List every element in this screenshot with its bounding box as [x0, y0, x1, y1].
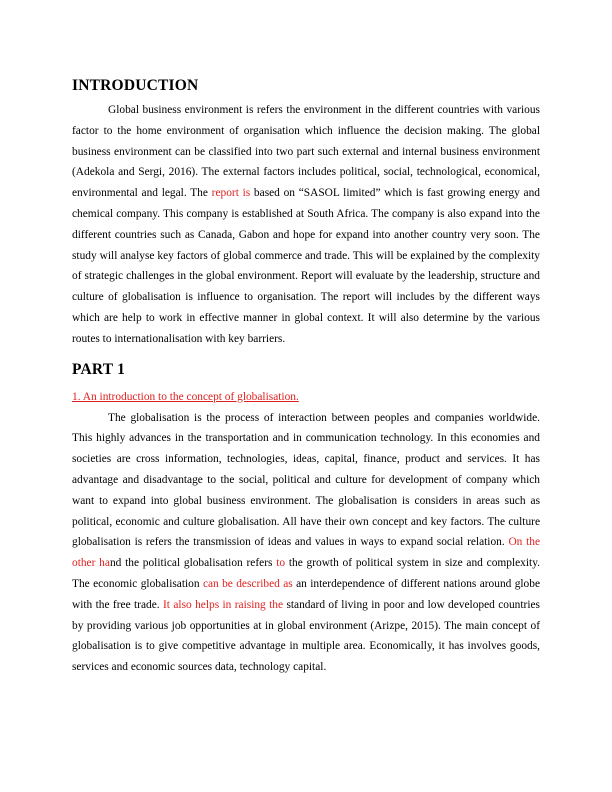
globalisation-text-4: an interdependence of different nations around globe with the free trade. [72, 577, 541, 611]
globalisation-subheading: 1. An introduction to the concept of globalisation. [72, 390, 299, 403]
highlight-on-the-other-hand: On the other ha [72, 536, 541, 570]
part1-heading: PART 1 [72, 360, 126, 378]
globalisation-text-2: nd the political globalisation refers [109, 557, 277, 570]
globalisation-text-1: The globalisation is the process of interaction between peoples and companies worldwide. This highly advances in the transportation and in communication technology. In this economies and societies are cross information, technologies, ideas, capital, finance, product and services. It has advantage and disadvantage to the social, political and culture for development of company which want to expand into global business environment. The globalisation is considers in areas such as political, economic and culture globalisation. All have their own concept and key factors. The culture globalisation is refers the transmission of ideas and values in ways to expand social relation. [72, 411, 540, 549]
document-page [72, 76, 540, 678]
introduction-heading: INTRODUCTION [72, 77, 199, 94]
introduction-paragraph [72, 100, 540, 350]
highlight-can-be-described-as: can be described as [202, 577, 293, 590]
highlight-to: to [276, 557, 286, 570]
globalisation-paragraph [72, 408, 540, 678]
globalisation-text-3: the growth of political system in size and complexity. The economic globalisation [72, 557, 540, 590]
globalisation-text-5: standard of living in poor and low developed countries by providing various job opportunities at in global environment (Arizpe, 2015). The main concept of globalisation is to give competitive advantage in multiple area. Economically, it has involves goods, services and economic sources data, technology capital. [72, 598, 540, 674]
intro-highlight-report: report is [211, 187, 251, 200]
intro-text-1: Global business environment is refers the environment in the different countries with various factor to the home environment of organisation which influence the decision making. The global business environment can be classified into two part such external and internal business environment (Adekola and Sergi, 2016). The external factors includes political, social, technological, economical, environmental and legal. The [72, 104, 540, 200]
highlight-it-also-helps: It also helps in raising the [163, 598, 284, 611]
intro-text-2: based on “SASOL limited” which is fast growing energy and chemical company. This company is established at South Africa. The company is also expand into the different countries such as Canada, Gabon and hope for expand into another country very soon. The study will analyse key factors of global commerce and trade. This will be explained by the complexity of strategic challenges in the global environment. Report will evaluate by the leadership, structure and culture of globalisation is influence to organisation. The report will includes by the different ways which are help to work in effective manner in global context. It will also determine by the various routes to internationalisation with key barriers. [72, 187, 540, 345]
